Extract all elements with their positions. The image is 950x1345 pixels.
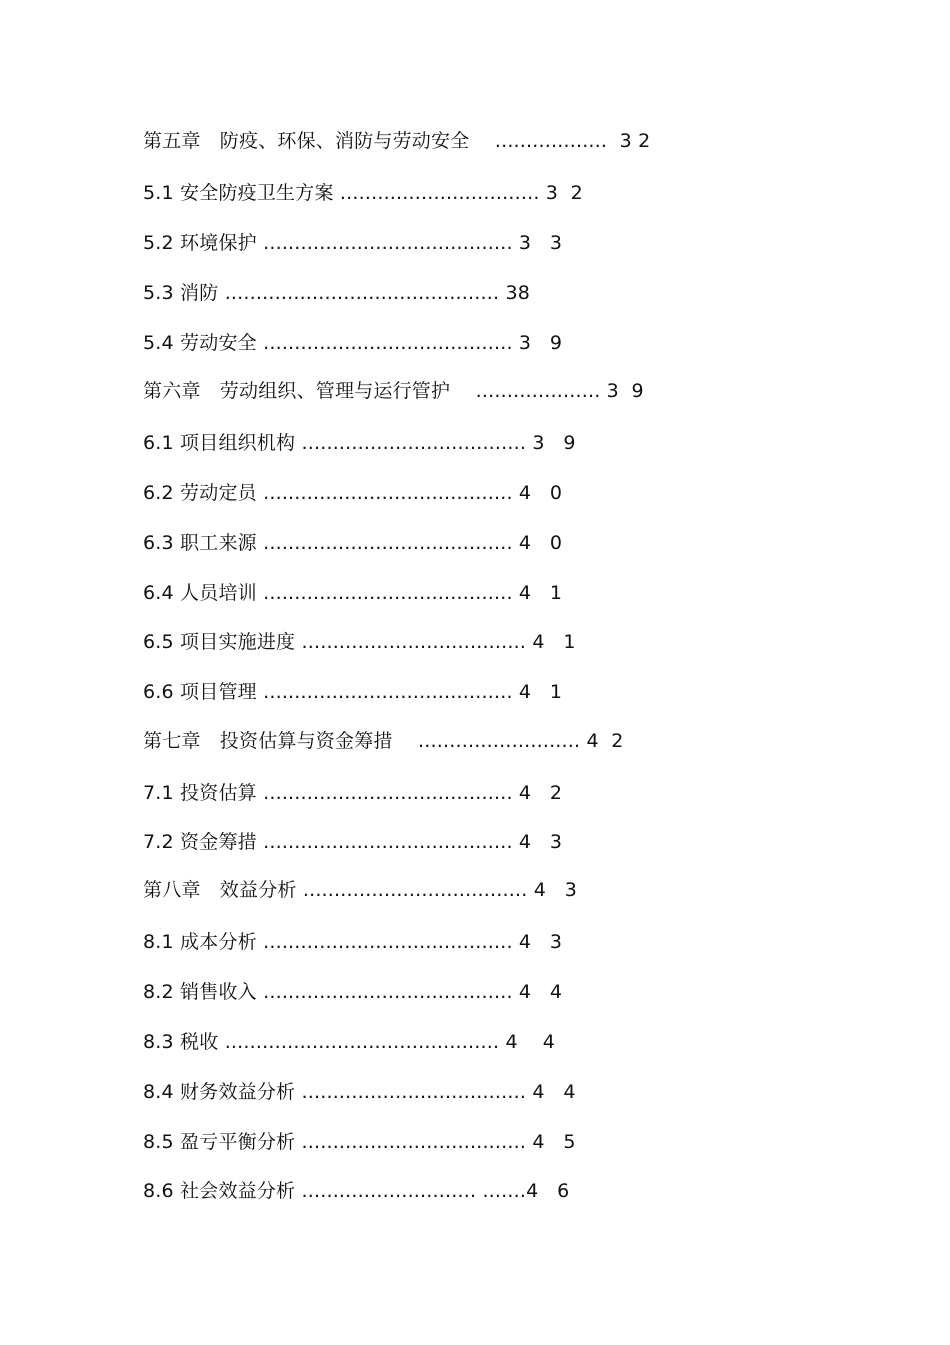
chapter-5-entry: 第五章 防疫、环保、消防与劳动安全 .................. 3 2	[143, 130, 651, 152]
section-8-6-entry: 8.6 社会效益分析 ............................ .......4 6	[143, 1180, 570, 1202]
section-5-4-entry: 5.4 劳动安全 ........................................ 3 9	[143, 332, 563, 354]
section-8-2-entry: 8.2 销售收入 ........................................ 4 4	[143, 981, 563, 1003]
section-6-6-entry: 6.6 项目管理 ........................................ 4 1	[143, 681, 563, 703]
section-5-1-entry: 5.1 安全防疫卫生方案 ................................ 3 2	[143, 182, 583, 204]
section-6-4-entry: 6.4 人员培训 ........................................ 4 1	[143, 582, 563, 604]
chapter-7-entry: 第七章 投资估算与资金筹措 .......................... 4 2	[143, 730, 624, 752]
section-8-3-entry: 8.3 税收 ............................................ 4 4	[143, 1031, 556, 1053]
section-6-1-entry: 6.1 项目组织机构 .................................... 3 9	[143, 432, 576, 454]
section-5-2-entry: 5.2 环境保护 ........................................ 3 3	[143, 232, 563, 254]
section-8-1-entry: 8.1 成本分析 ........................................ 4 3	[143, 931, 563, 953]
section-6-3-entry: 6.3 职工来源 ........................................ 4 0	[143, 532, 563, 554]
section-6-5-entry: 6.5 项目实施进度 .................................... 4 1	[143, 631, 576, 653]
section-5-3-entry: 5.3 消防 ............................................ 38	[143, 282, 531, 304]
section-8-4-entry: 8.4 财务效益分析 .................................... 4 4	[143, 1081, 576, 1103]
section-8-5-entry: 8.5 盈亏平衡分析 .................................... 4 5	[143, 1131, 576, 1153]
section-6-2-entry: 6.2 劳动定员 ........................................ 4 0	[143, 482, 563, 504]
section-7-1-entry: 7.1 投资估算 ........................................ 4 2	[143, 782, 563, 804]
chapter-6-entry: 第六章 劳动组织、管理与运行管护 .................... 3 9	[143, 380, 644, 402]
chapter-8-entry: 第八章 效益分析 .................................... 4 3	[143, 879, 577, 901]
section-7-2-entry: 7.2 资金筹措 ........................................ 4 3	[143, 831, 563, 853]
